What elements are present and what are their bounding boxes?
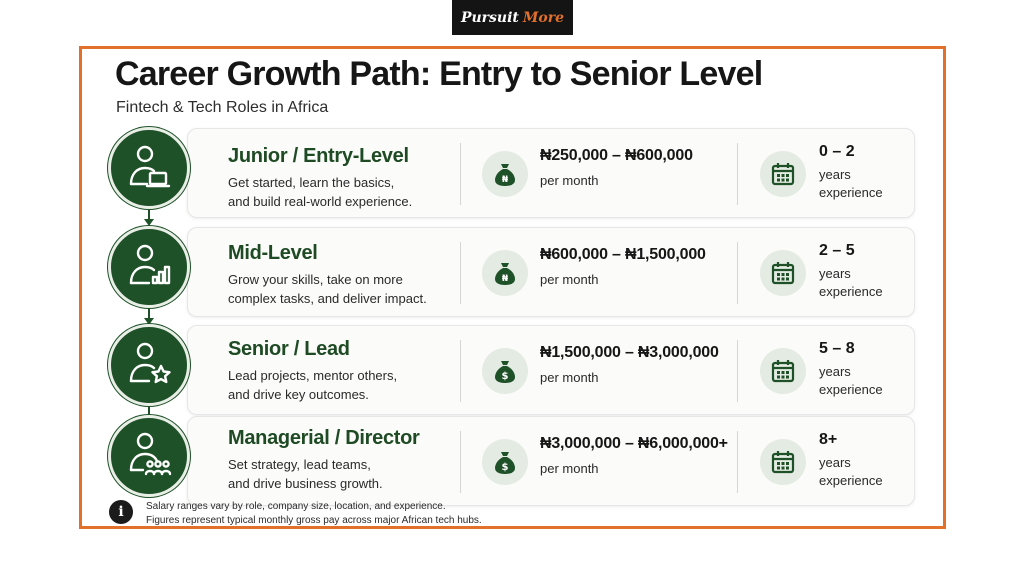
page-title: Career Growth Path: Entry to Senior Level xyxy=(115,55,763,93)
level-description xyxy=(228,173,468,211)
experience-years: 8+ xyxy=(819,431,838,448)
naira-moneybag-icon xyxy=(482,250,528,296)
footnote-line: Salary ranges vary by role, company size, location, and experience. xyxy=(146,501,446,512)
brand-logo xyxy=(452,0,573,35)
calendar-icon xyxy=(760,348,806,394)
svg-text:₦: ₦ xyxy=(501,175,509,185)
salary-period: per month xyxy=(540,272,599,287)
page-subtitle: Fintech & Tech Roles in Africa xyxy=(116,99,329,116)
person-growth-chart-icon xyxy=(108,226,190,308)
brand-logo-text-1: Pursuit xyxy=(460,9,519,26)
career-level-row-junior xyxy=(187,128,915,218)
brand-logo-text-2: More xyxy=(522,9,565,26)
info-icon: i xyxy=(109,500,133,524)
divider xyxy=(737,242,738,304)
divider xyxy=(737,431,738,493)
experience-years: 5 – 8 xyxy=(819,340,855,357)
level-description-line: Grow your skills, take on more xyxy=(228,272,403,287)
experience-label: years xyxy=(819,266,851,281)
experience-label: experience xyxy=(819,284,883,299)
divider xyxy=(460,143,461,205)
level-description-line: Set strategy, lead teams, xyxy=(228,457,371,472)
level-description-line: Lead projects, mentor others, xyxy=(228,368,398,383)
level-title: Junior / Entry-Level xyxy=(228,145,409,167)
experience-years: 0 – 2 xyxy=(819,143,855,160)
career-level-row-mid xyxy=(187,227,915,317)
person-laptop-icon xyxy=(108,127,190,209)
divider xyxy=(460,431,461,493)
salary-range: ₦1,500,000 – ₦3,000,000 xyxy=(540,344,719,361)
dollar-moneybag-icon xyxy=(482,439,528,485)
experience-label: experience xyxy=(819,382,883,397)
level-description xyxy=(228,366,468,404)
salary-range: ₦600,000 – ₦1,500,000 xyxy=(540,246,706,263)
salary-period: per month xyxy=(540,173,599,188)
level-description-line: complex tasks, and deliver impact. xyxy=(228,291,427,306)
experience-label: years xyxy=(819,364,851,379)
svg-text:$: $ xyxy=(501,462,509,473)
divider xyxy=(460,340,461,402)
svg-text:₦: ₦ xyxy=(501,274,509,284)
career-level-row-director xyxy=(187,416,915,506)
level-description xyxy=(228,270,468,308)
person-team-icon xyxy=(108,415,190,497)
divider xyxy=(737,143,738,205)
level-title: Mid-Level xyxy=(228,242,318,264)
arrow-down-icon xyxy=(143,209,155,227)
salary-range: ₦3,000,000 – ₦6,000,000+ xyxy=(540,435,728,452)
footnote-line: Figures represent typical monthly gross pay across major African tech hubs. xyxy=(146,515,482,526)
svg-text:$: $ xyxy=(501,371,509,382)
calendar-icon xyxy=(760,151,806,197)
level-description xyxy=(228,455,468,493)
experience-years: 2 – 5 xyxy=(819,242,855,259)
level-title: Managerial / Director xyxy=(228,427,420,449)
salary-period: per month xyxy=(540,370,599,385)
experience-label: experience xyxy=(819,473,883,488)
person-star-icon xyxy=(108,324,190,406)
career-level-row-senior xyxy=(187,325,915,415)
level-description-line: and build real-world experience. xyxy=(228,194,413,209)
level-description-line: Get started, learn the basics, xyxy=(228,175,395,190)
infographic-frame xyxy=(79,46,946,529)
divider xyxy=(737,340,738,402)
experience-label: experience xyxy=(819,185,883,200)
level-description-line: and drive business growth. xyxy=(228,476,383,491)
salary-period: per month xyxy=(540,461,599,476)
salary-range: ₦250,000 – ₦600,000 xyxy=(540,147,693,164)
level-title: Senior / Lead xyxy=(228,338,350,360)
experience-label: years xyxy=(819,167,851,182)
divider xyxy=(460,242,461,304)
naira-moneybag-icon xyxy=(482,151,528,197)
level-description-line: and drive key outcomes. xyxy=(228,387,369,402)
dollar-moneybag-icon xyxy=(482,348,528,394)
calendar-icon xyxy=(760,250,806,296)
calendar-icon xyxy=(760,439,806,485)
experience-label: years xyxy=(819,455,851,470)
